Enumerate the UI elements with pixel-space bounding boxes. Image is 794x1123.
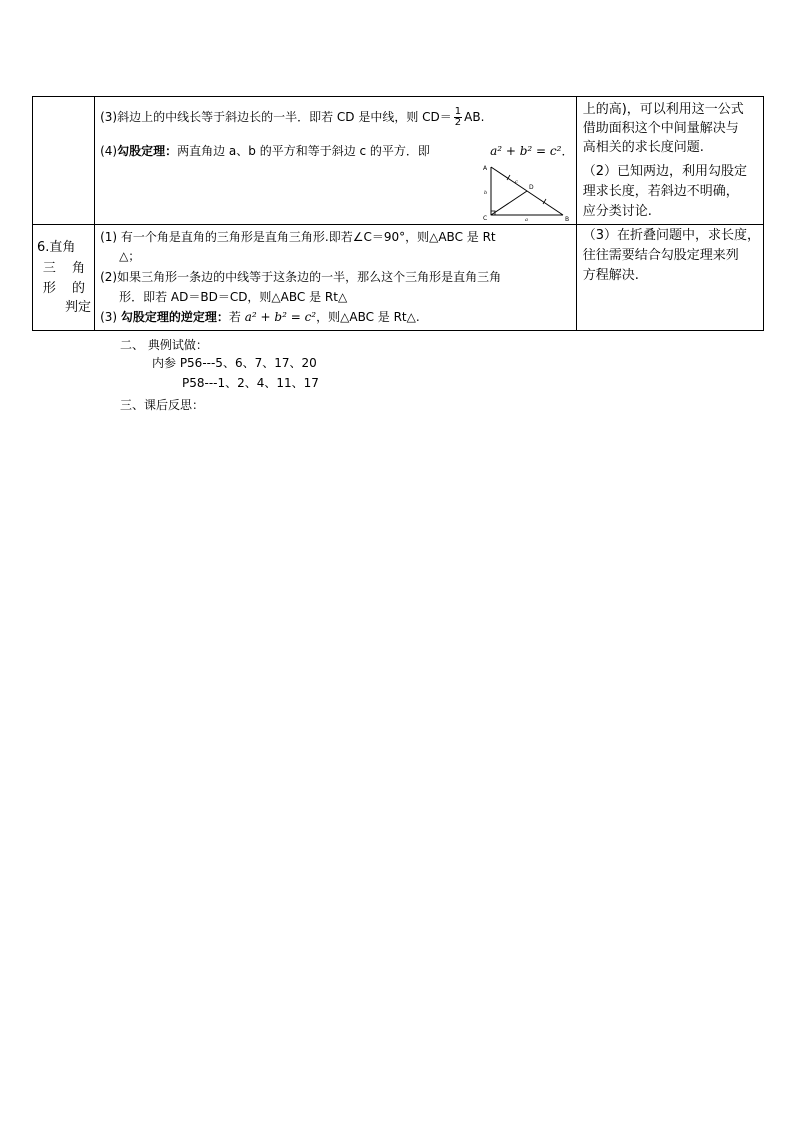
row2-label-line: 6.直角 — [37, 240, 76, 255]
row1-note-cell — [576, 97, 763, 225]
pythagorean-formula: a² + b² = c²． — [490, 144, 574, 158]
row2-label-line: 形 的 — [42, 281, 91, 296]
criterion-2-cont: 形．即若 AD＝BD＝CD，则△ABC 是 Rt△ — [119, 290, 348, 304]
criterion-2-line: (2)如果三角形一条边的中线等于这条边的一半，那么这个三角形是直角三角 — [100, 270, 502, 284]
median-property-line: (3)斜边上的中线长等于斜边长的一半．即若 CD 是中线，则 CD＝ $\frac{1}{2}$ AB. — [100, 106, 485, 128]
note-line: （3）在折叠问题中，求长度， — [582, 228, 761, 243]
point-d-label: D — [529, 184, 534, 191]
note-line: 借助面积这个中间量解决与 — [582, 121, 739, 136]
side-b-label: b — [484, 190, 488, 196]
row2-label-cell — [33, 225, 95, 331]
section-reflection-heading: 三、课后反思： — [120, 398, 205, 412]
pythagorean-theorem-line: (4)勾股定理：两直角边 a、b 的平方和等于斜边 c 的平方．即 — [100, 144, 430, 158]
right-triangle-figure — [479, 161, 575, 223]
note-line: （2）已知两边，利用勾股定 — [582, 164, 748, 179]
knowledge-table — [32, 96, 764, 331]
fraction-one-half: $\frac{1}{2}$ — [454, 106, 462, 128]
note-line: 往往需要结合勾股定理来列 — [582, 248, 739, 263]
row2-content-cell — [95, 225, 577, 331]
row2-note-cell — [576, 225, 763, 331]
side-c-label: c — [515, 179, 518, 185]
note-line: 上的高)，可以利用这一公式 — [582, 102, 744, 117]
median-cd — [491, 191, 527, 215]
reference-line-1: 内参 P56---5、6、7、17、20 — [152, 356, 317, 370]
row1-content-cell — [95, 97, 577, 225]
section-examples-heading: 二、 典例试做： — [120, 338, 208, 352]
criterion-1-cont: △； — [119, 249, 141, 263]
criterion-1-line: (1) 有一个角是直角的三角形是直角三角形.即若∠C＝90°，则△ABC 是 Rt — [100, 230, 496, 244]
row1-label-cell — [33, 97, 95, 225]
vertex-a-label: A — [483, 165, 488, 172]
converse-theorem-line: (3) 勾股定理的逆定理：若 a² + b² = c²，则△ABC 是 Rt△. — [100, 310, 420, 324]
note-line: 高相关的求长度问题. — [582, 140, 704, 155]
note-line: 应分类讨论. — [582, 204, 652, 219]
row2-label-line: 判定 — [64, 300, 91, 315]
vertex-b-label: B — [565, 216, 570, 223]
side-a-label: a — [525, 217, 529, 223]
vertex-c-label: C — [483, 215, 488, 222]
note-line: 理求长度，若斜边不明确， — [582, 184, 739, 199]
reference-line-2: P58---1、2、4、11、17 — [182, 376, 319, 390]
note-line: 方程解决. — [582, 268, 639, 283]
row2-label-line: 三 角 — [42, 261, 91, 276]
